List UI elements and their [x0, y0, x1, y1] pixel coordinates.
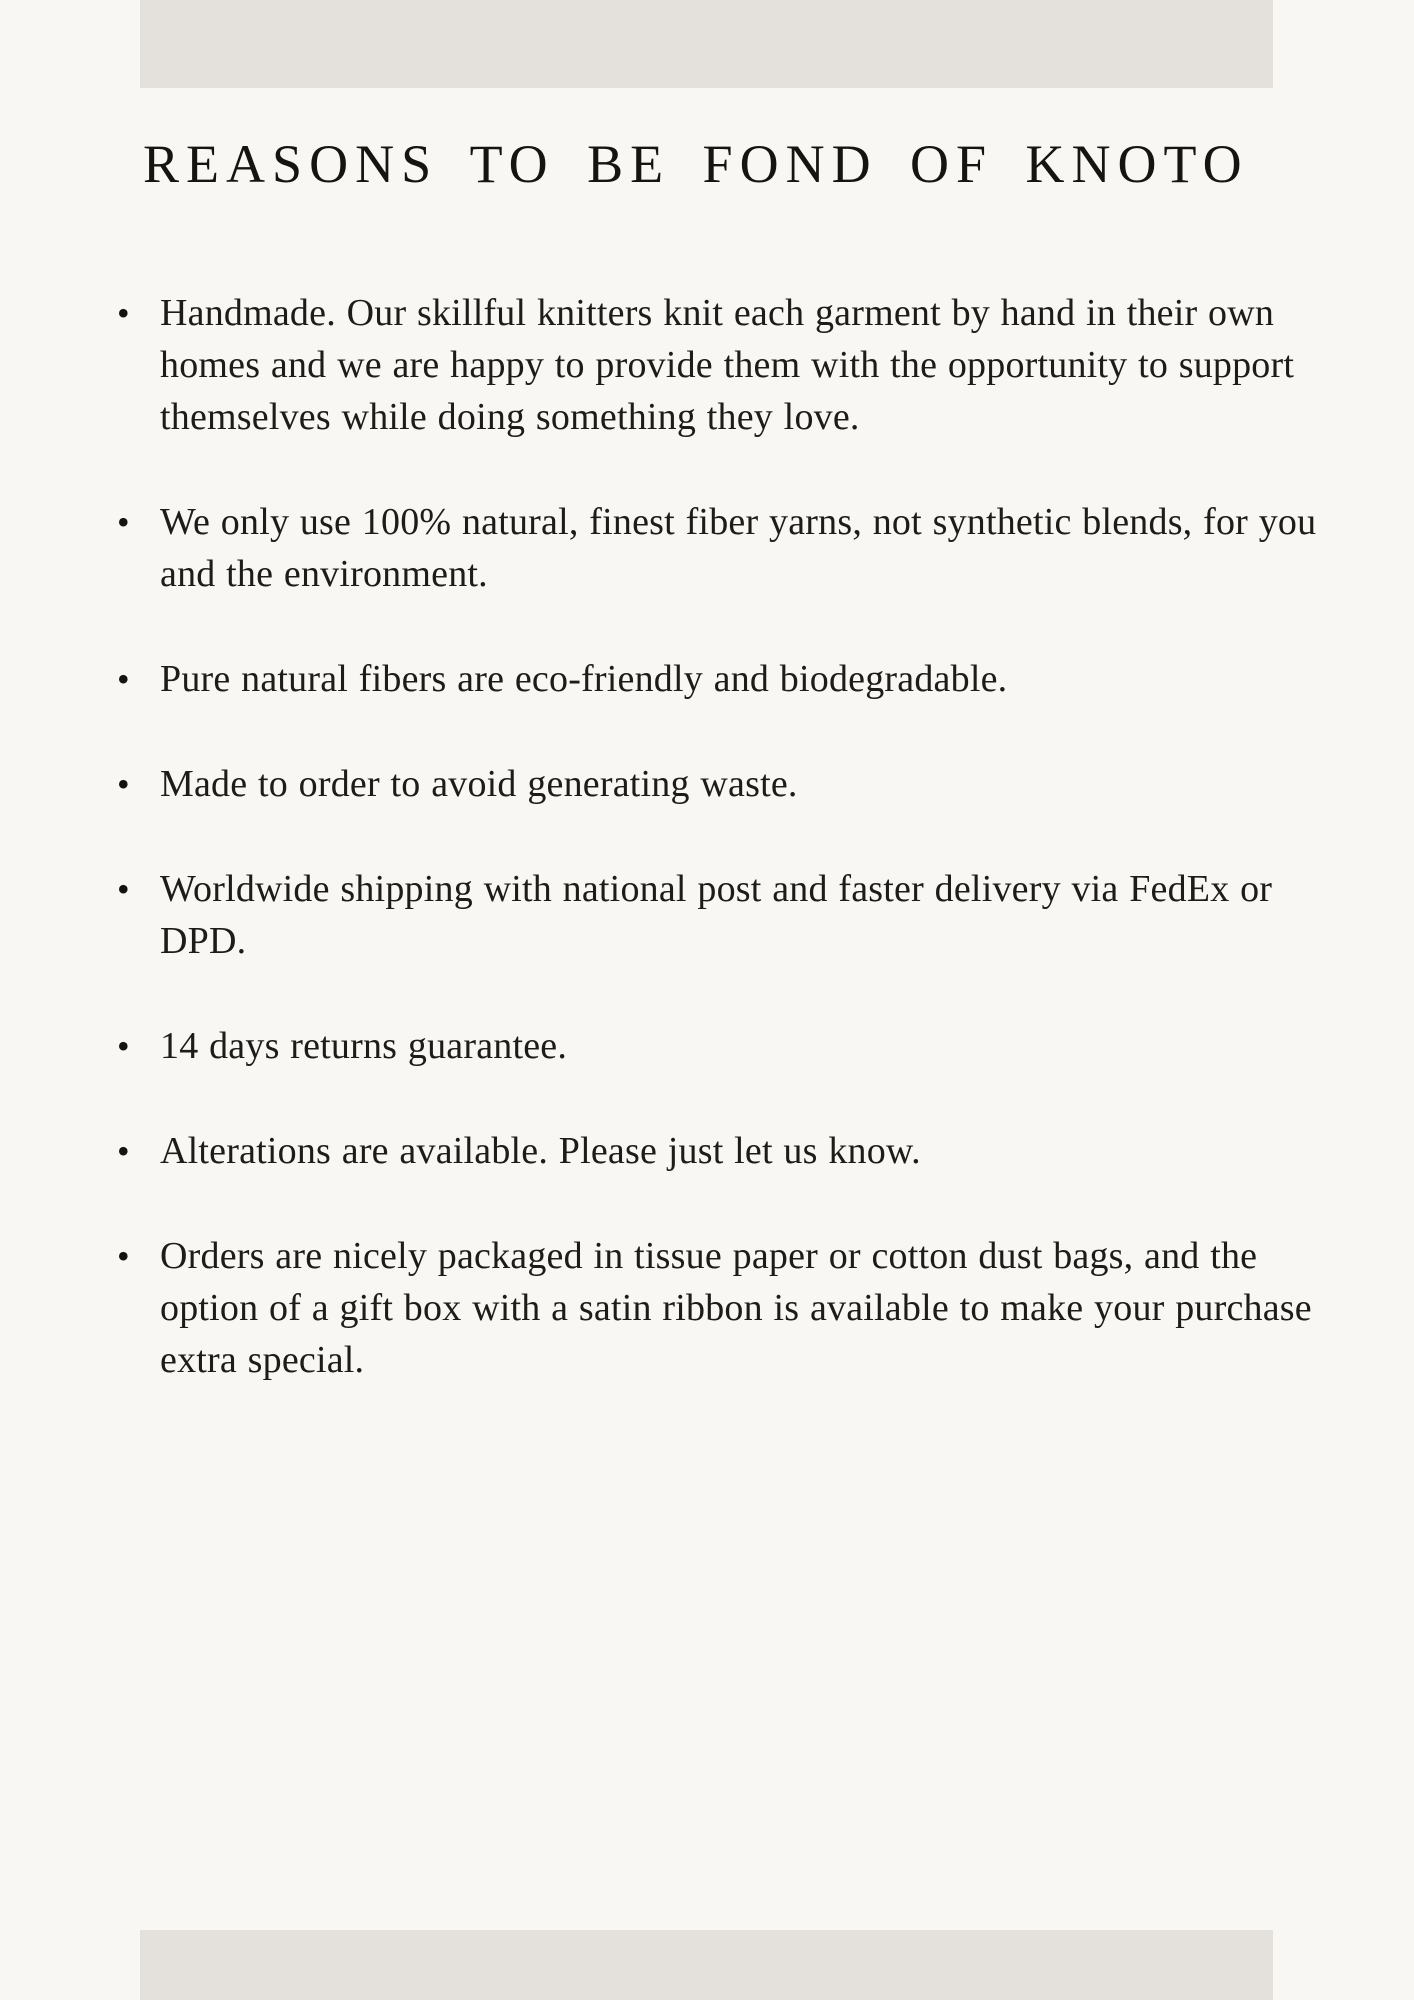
- bullet-icon: •: [117, 293, 130, 333]
- bullet-icon: •: [117, 1236, 130, 1276]
- bullet-icon: •: [117, 1131, 130, 1171]
- bullet-icon: •: [117, 764, 130, 804]
- top-decorative-band: [140, 0, 1273, 88]
- bullet-icon: •: [117, 869, 130, 909]
- bullet-icon: •: [117, 1026, 130, 1066]
- bullet-icon: •: [117, 502, 130, 542]
- list-item-text: Worldwide shipping with national post and faster delivery via FedEx or DPD.: [160, 868, 1273, 962]
- list-item-text: 14 days returns guarantee.: [160, 1025, 568, 1067]
- list-item: [117, 653, 1335, 705]
- bullet-icon: •: [117, 659, 130, 699]
- list-item-text: We only use 100% natural, finest fiber yarns, not synthetic blends, for you and the environment.: [160, 501, 1317, 595]
- list-item-text: Handmade. Our skillful knitters knit each garment by hand in their own homes and we are happy to provide them with the opportunity to support themselves while doing something they love.: [160, 292, 1295, 438]
- list-item: [117, 758, 1335, 810]
- list-item: [117, 496, 1335, 600]
- list-item: [117, 1020, 1335, 1072]
- list-item-text: Pure natural fibers are eco-friendly and biodegradable.: [160, 658, 1008, 700]
- list-item: [117, 863, 1335, 967]
- bottom-decorative-band: [140, 1930, 1273, 2000]
- list-item-text: Made to order to avoid generating waste.: [160, 763, 798, 805]
- list-item-text: Orders are nicely packaged in tissue paper or cotton dust bags, and the option of a gift box with a satin ribbon is available to make your purchase extra special.: [160, 1235, 1312, 1381]
- page-title: REASONS TO BE FOND OF KNOTO: [143, 134, 1249, 194]
- list-item: [117, 1125, 1335, 1177]
- list-item-text: Alterations are available. Please just let us know.: [160, 1130, 921, 1172]
- list-item: [117, 1230, 1335, 1386]
- reasons-list: [117, 287, 1335, 1439]
- list-item: [117, 287, 1335, 443]
